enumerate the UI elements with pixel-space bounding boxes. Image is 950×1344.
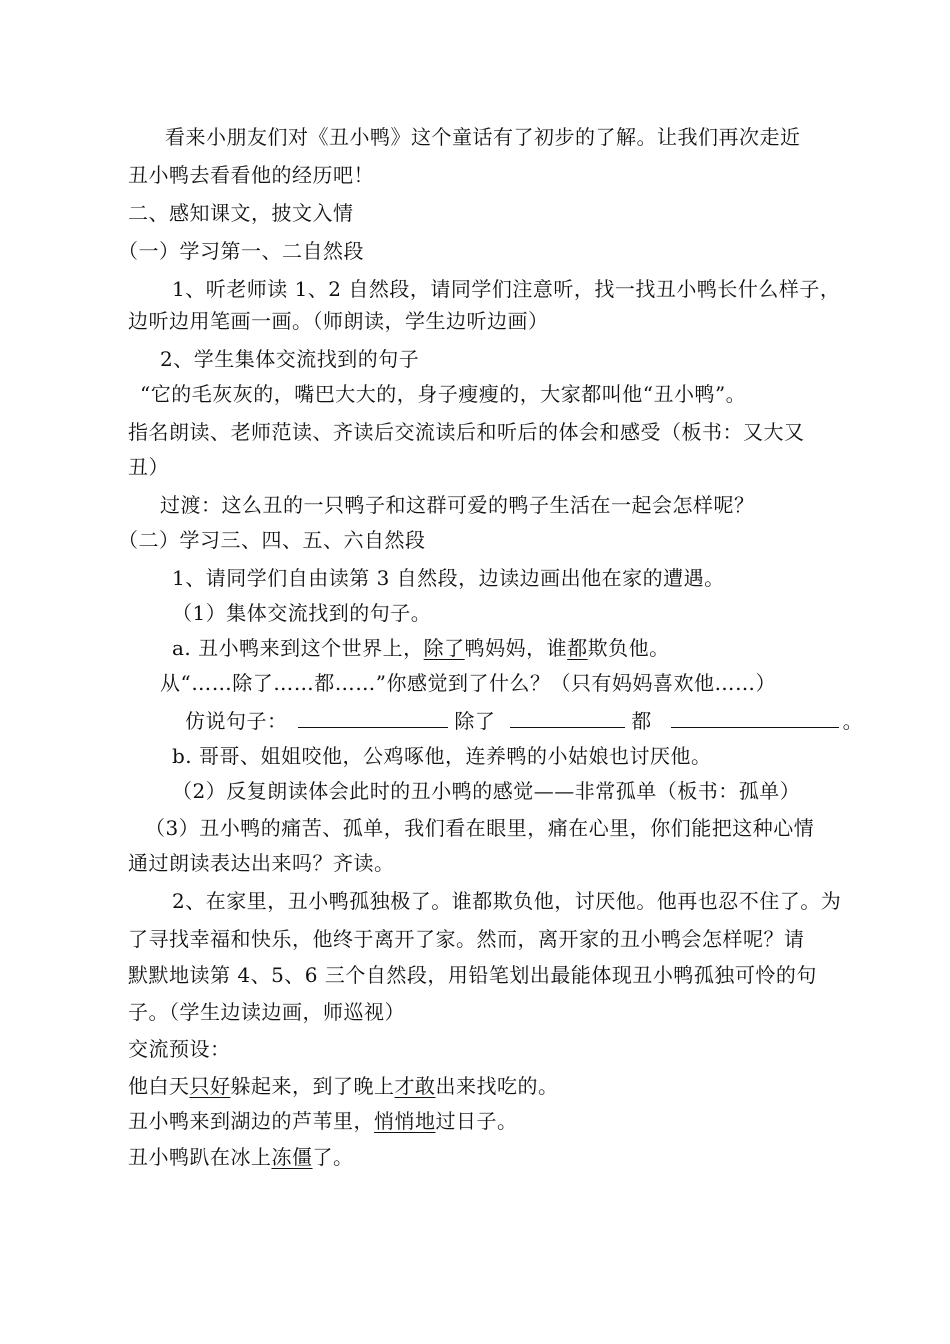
preset-2-underlined-qiaoqiaodi: 悄悄地 [374,1109,436,1133]
imitation-blank-2[interactable] [510,705,625,728]
task-2-line-4: 子。（学生边读边画，师巡视） [128,1000,405,1024]
quote-sentence: “它的毛灰灰的，嘴巴大大的，身子瘦瘦的，大家都叫他“丑小鸭”。 [140,382,747,406]
example-a-underlined-chule: 除了 [423,636,465,660]
step-1-line-1: 1、听老师读 1、2 自然段，请同学们注意听，找一找丑小鸭长什么样子， [172,277,841,301]
example-sentence-b: b. 哥哥、姐姐咬他，公鸡啄他，连养鸭的小姑娘也讨厌他。 [172,744,712,768]
preset-3-text-start: 丑小鸭趴在冰上 [128,1145,272,1169]
subsection-heading-1: （一）学习第一、二自然段 [118,239,364,263]
example-a-underlined-dou: 都 [567,636,588,660]
imitation-blank-3[interactable] [671,705,839,728]
task-1-item-3-line-2: 通过朗读表达出来吗？齐读。 [128,851,395,875]
preset-sentence-1 [128,1071,559,1101]
section-heading-2: 二、感知课文，披文入情 [128,201,354,225]
imitation-blank-1[interactable] [298,705,448,728]
intro-paragraph-line-1: 看来小朋友们对《丑小鸭》这个童话有了初步的了解。让我们再次走近 [165,125,801,149]
exchange-preset-label: 交流预设： [128,1037,231,1061]
pattern-question: 从“……除了……都……”你感觉到了什么？（只有妈妈喜欢他……） [160,671,776,695]
subsection-heading-2: （二）学习三、四、五、六自然段 [118,528,426,552]
imitation-word-dou: 都 [631,709,652,733]
example-sentence-a [172,633,670,663]
preset-1-underlined-zhihao: 只好 [189,1074,231,1098]
imitation-end-mark: 。 [842,709,864,733]
preset-1-underlined-caigan: 才敢 [394,1074,436,1098]
task-2-line-3: 默默地读第 4、5、6 三个自然段，用铅笔划出最能体现丑小鸭孤独可怜的句 [128,963,817,987]
intro-paragraph-line-2: 丑小鸭去看看他的经历吧！ [128,163,374,187]
task-2-line-2: 了寻找幸福和快乐，他终于离开了家。然而，离开家的丑小鸭会怎样呢？请 [128,927,805,951]
preset-sentence-3 [128,1142,354,1172]
task-1-item-1: （1）集体交流找到的句子。 [172,601,432,625]
preset-1-text-end: 出来找吃的。 [435,1074,559,1098]
preset-3-text-end: 了。 [312,1145,354,1169]
imitation-label: 仿说句子： [185,709,288,733]
example-a-text-start: a. 丑小鸭来到这个世界上， [172,636,424,660]
preset-2-text-end: 过日子。 [435,1109,518,1133]
example-a-text-middle: 鸭妈妈，谁 [464,636,568,660]
step-1-line-2: 边听边用笔画一画。（师朗读，学生边听边画） [128,309,549,333]
task-1: 1、请同学们自由读第 3 自然段，边读边画出他在家的遭遇。 [172,566,725,590]
task-2-line-1: 2、在家里，丑小鸭孤独极了。谁都欺负他，讨厌他。他再也忍不住了。为 [172,889,842,913]
preset-2-text-start: 丑小鸭来到湖边的芦苇里， [128,1109,374,1133]
preset-1-text-start: 他白天 [128,1074,190,1098]
example-a-text-end: 欺负他。 [587,636,670,660]
imitation-exercise [185,705,863,735]
step-2: 2、学生集体交流找到的句子 [160,347,420,371]
preset-sentence-2 [128,1106,518,1136]
preset-1-text-middle: 躲起来，到了晚上 [230,1074,395,1098]
imitation-word-chule: 除了 [454,709,496,733]
preset-3-underlined-dongjiang: 冻僵 [271,1145,313,1169]
task-1-item-3-line-1: （3）丑小鸭的痛苦、孤单，我们看在眼里，痛在心里，你们能把这种心情 [145,816,815,840]
reading-line-1: 指名朗读、老师范读、齐读后交流读后和听后的体会和感受（板书：又大又 [128,420,805,444]
reading-line-2: 丑） [128,455,169,479]
task-1-item-2: （2）反复朗读体会此时的丑小鸭的感觉——非常孤单（板书：孤单） [172,779,801,803]
transition-line: 过渡：这么丑的一只鸭子和这群可爱的鸭子生活在一起会怎样呢？ [160,493,755,517]
